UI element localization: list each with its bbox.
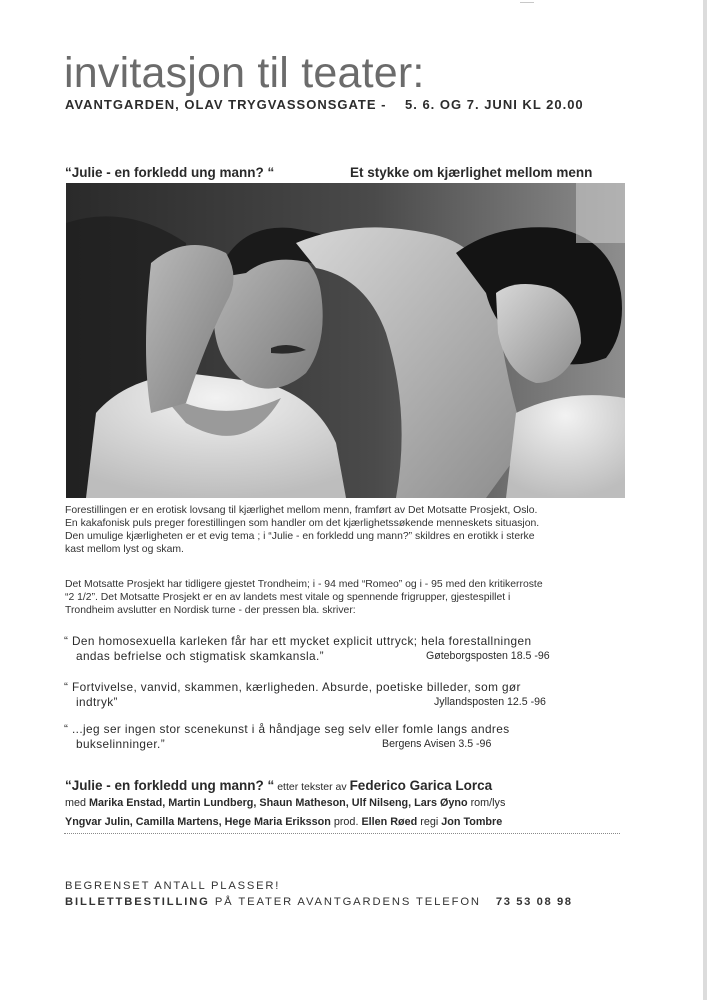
quote-text: “ ...jeg ser ingen stor scenekunst i å håndjage seg selv eller fomle langs andres bbox=[64, 722, 510, 736]
limited-seats-notice: BEGRENSET ANTALL PLASSER! bbox=[65, 880, 281, 892]
booking-label: BILLETTBESTILLING bbox=[65, 896, 210, 908]
venue-line bbox=[65, 97, 584, 112]
credits-cast: Marika Enstad, Martin Lundberg, Shaun Matheson, Ulf Nilseng, Lars Øyno bbox=[89, 797, 468, 809]
press-quote bbox=[64, 634, 634, 664]
credits-prod-label: prod. bbox=[333, 816, 359, 828]
credits-cast: Yngvar Julin, Camilla Martens, Hege Maria Eriksson bbox=[65, 816, 331, 828]
quote-text bbox=[64, 695, 634, 710]
text-line: kast mellom lyst og skam. bbox=[65, 544, 184, 555]
credits-role-label: rom/lys bbox=[470, 797, 506, 809]
credits-author: Federico Garica Lorca bbox=[349, 778, 493, 793]
quote-text bbox=[64, 737, 634, 752]
text-line: “2 1/2”. Det Motsatte Prosjekt er en av landets mest vitale og spennende frigrupper, gjestespillet i bbox=[65, 592, 511, 603]
description-paragraph-1 bbox=[65, 504, 625, 556]
booking-text: PÅ TEATER AVANTGARDENS TELEFON bbox=[214, 896, 481, 908]
text-line: Trondheim avslutter en Nordisk turne - der pressen bla. skriver: bbox=[65, 605, 356, 616]
credits-block bbox=[65, 778, 635, 831]
description-paragraph-2 bbox=[65, 578, 625, 617]
quote-text: “ Den homosexuella karleken får har ett mycket explicit uttryck; hela forestallningen bbox=[64, 634, 532, 648]
credits-producer: Ellen Røed bbox=[361, 816, 418, 828]
credits-director: Jon Tombre bbox=[441, 816, 503, 828]
credits-title-line bbox=[65, 778, 635, 793]
quote-source: Bergens Avisen 3.5 -96 bbox=[382, 738, 492, 750]
text-line: Den umulige kjærligheten er et evig tema ; i “Julie - en forkledd ung mann?” skildres en erotikk i sterke bbox=[65, 531, 535, 542]
credits-play-title: “Julie - en forkledd ung mann? “ bbox=[65, 778, 275, 793]
credits-crew-line bbox=[65, 814, 635, 831]
play-title: “Julie - en forkledd ung mann? “ bbox=[65, 165, 275, 180]
credits-cast-line bbox=[65, 795, 635, 812]
page-edge bbox=[703, 0, 707, 1000]
press-quote bbox=[64, 680, 634, 710]
press-quote bbox=[64, 722, 634, 752]
quote-source: Gøteborgsposten 18.5 -96 bbox=[426, 650, 550, 662]
scan-mark bbox=[520, 2, 534, 3]
quote-text: “ Fortvivelse, vanvid, skammen, kærligheden. Absurde, poetiske billeder, som gør bbox=[64, 680, 521, 694]
performance-dates: 5. 6. OG 7. JUNI KL 20.00 bbox=[405, 97, 584, 112]
quote-text-end: andas befrielse och stigmatisk skamkansla.” bbox=[76, 649, 324, 663]
booking-line bbox=[65, 896, 573, 908]
credits-after-text: etter tekster av bbox=[277, 781, 347, 793]
text-line: En kakafonisk puls preger forestillingen som handler om det kjærlighetssøkende menneskets situasjon. bbox=[65, 518, 540, 529]
performance-photo bbox=[66, 183, 625, 498]
quote-text-end: indtryk” bbox=[76, 695, 118, 709]
text-line: Det Motsatte Prosjekt har tidligere gjestet Trondheim; i - 94 med “Romeo” og i - 95 med den kritikerroste bbox=[65, 579, 543, 590]
quote-text-end: bukselinninger.” bbox=[76, 737, 166, 751]
quote-source: Jyllandsposten 12.5 -96 bbox=[434, 696, 546, 708]
quote-text bbox=[64, 649, 634, 664]
dotted-divider bbox=[64, 833, 620, 834]
venue-address: AVANTGARDEN, OLAV TRYGVASSONSGATE - bbox=[65, 97, 387, 112]
credits-director-label: regi bbox=[420, 816, 439, 828]
play-subtitle: Et stykke om kjærlighet mellom menn bbox=[350, 165, 593, 180]
booking-phone: 73 53 08 98 bbox=[495, 896, 573, 908]
text-line: Forestillingen er en erotisk lovsang til kjærlighet mellom menn, framført av Det Motsatte Prosjekt, Oslo. bbox=[65, 505, 538, 516]
page-title: invitasjon til teater: bbox=[64, 49, 425, 97]
credits-with-label: med bbox=[65, 797, 87, 809]
